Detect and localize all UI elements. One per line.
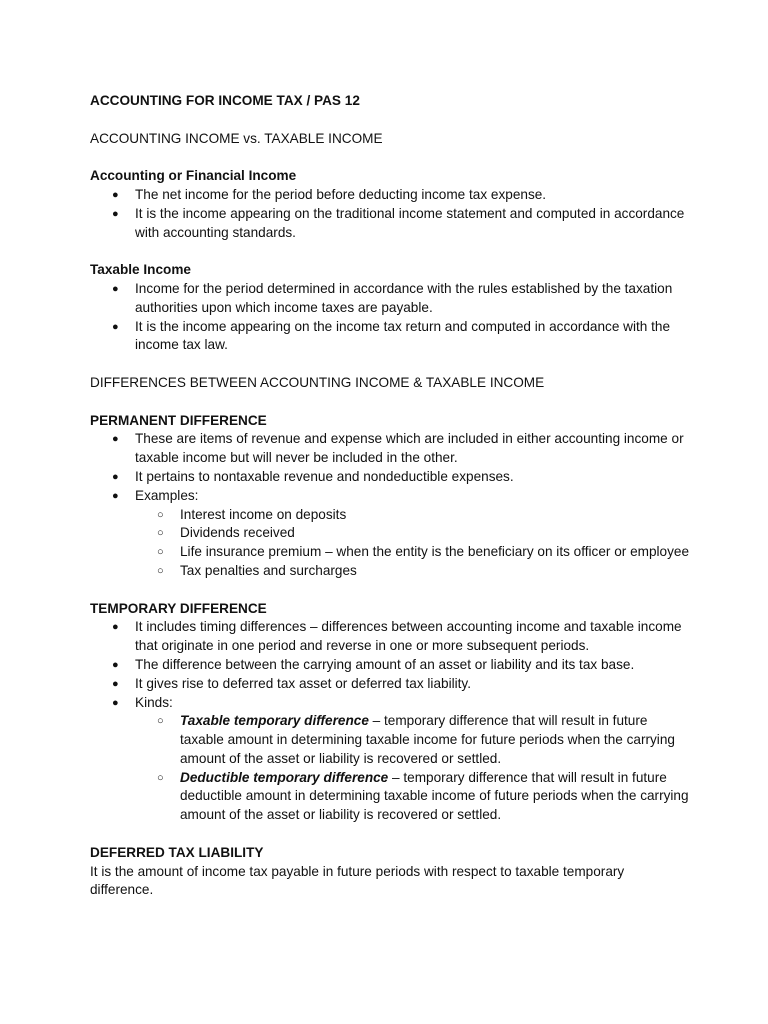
spacer	[90, 355, 690, 374]
list-item-text: Income for the period determined in accordance with the rules established by the taxation authorities upon which income taxes are payable.	[135, 280, 673, 315]
term-definition: – temporary difference that will result in future deductible amount in determining taxable income of future periods when the carrying amount of the asset or liability is recovered or settled.	[180, 769, 689, 823]
circle-bullet-icon: ○	[157, 715, 164, 728]
sub-list-item	[90, 543, 690, 562]
sub-list-item	[90, 712, 690, 768]
bullet-icon: ●	[112, 696, 119, 709]
list-item-text: It pertains to nontaxable revenue and nondeductible expenses.	[135, 468, 514, 484]
bullet-icon: ●	[112, 489, 119, 502]
term-deductible-temporary-difference: Deductible temporary difference	[180, 769, 389, 785]
document-title: ACCOUNTING FOR INCOME TAX / PAS 12	[90, 93, 360, 108]
spacer	[90, 393, 690, 412]
permanent-difference-list	[90, 430, 690, 580]
list-item-text: It is the income appearing on the income tax return and computed in accordance with the income tax law.	[135, 318, 671, 353]
list-item	[90, 186, 690, 205]
bullet-icon: ●	[112, 282, 119, 295]
list-item-text: It includes timing differences – differences between accounting income and taxable income that originate in one period and reverse in one or more subsequent periods.	[135, 619, 682, 654]
sub-list-item-text: Dividends received	[180, 525, 295, 541]
term-definition: – temporary difference that will result in future taxable amount in determining taxable income for future periods when the carrying amount of the asset or liability is recovered or settled.	[180, 713, 675, 766]
circle-bullet-icon: ○	[157, 546, 164, 559]
circle-bullet-icon: ○	[157, 564, 164, 577]
spacer	[90, 111, 690, 130]
spacer	[90, 581, 690, 600]
list-item-text: The difference between the carrying amount of an asset or liability and its tax base.	[135, 656, 635, 672]
term-taxable-temporary-difference: Taxable temporary difference	[180, 713, 369, 729]
sub-list-item-text: Interest income on deposits	[180, 506, 347, 522]
circle-bullet-icon: ○	[157, 508, 164, 521]
list-item-text: These are items of revenue and expense which are included in either accounting income or taxable income but will never be included in the other.	[135, 431, 684, 466]
circle-bullet-icon: ○	[157, 527, 164, 540]
circle-bullet-icon: ○	[157, 771, 164, 784]
list-item	[90, 675, 690, 694]
bullet-icon: ●	[112, 621, 119, 634]
list-item	[90, 468, 690, 487]
sub-list-item	[90, 769, 690, 825]
sub-list-item	[90, 524, 690, 543]
bullet-icon: ●	[112, 677, 119, 690]
list-item-text: Kinds:	[135, 694, 173, 710]
list-item	[90, 487, 690, 581]
subheading-deferred-tax-liability: DEFERRED TAX LIABILITY	[90, 844, 264, 860]
subheading-permanent-difference: PERMANENT DIFFERENCE	[90, 412, 267, 428]
examples-list	[135, 506, 690, 581]
list-item-text: It is the income appearing on the traditional income statement and computed in accordance with accounting standards.	[135, 205, 685, 240]
list-item	[90, 694, 690, 826]
spacer	[90, 148, 690, 167]
list-item-text: Examples:	[135, 487, 199, 503]
bullet-icon: ●	[112, 658, 119, 671]
taxable-income-list	[90, 280, 690, 355]
section-heading-accounting-vs-taxable: ACCOUNTING INCOME vs. TAXABLE INCOME	[90, 130, 383, 146]
list-item-text: It gives rise to deferred tax asset or deferred tax liability.	[135, 675, 471, 691]
list-item	[90, 430, 690, 468]
list-item	[90, 280, 690, 318]
section-heading-differences: DIFFERENCES BETWEEN ACCOUNTING INCOME & TAXABLE INCOME	[90, 374, 545, 390]
sub-list-item	[90, 562, 690, 581]
list-item-text: The net income for the period before deducting income tax expense.	[135, 186, 547, 202]
bullet-icon: ●	[112, 320, 119, 333]
sub-list-item-text: Tax penalties and surcharges	[180, 562, 357, 578]
sub-list-item	[90, 506, 690, 525]
subheading-temporary-difference: TEMPORARY DIFFERENCE	[90, 600, 267, 616]
bullet-icon: ●	[112, 433, 119, 446]
bullet-icon: ●	[112, 470, 119, 483]
subheading-taxable-income: Taxable Income	[90, 262, 191, 278]
spacer	[90, 825, 690, 844]
kinds-list	[135, 712, 690, 825]
sub-list-item-text: Life insurance premium – when the entity is the beneficiary on its officer or employee	[180, 544, 690, 560]
document-page	[90, 92, 690, 900]
spacer	[90, 242, 690, 261]
accounting-income-list	[90, 186, 690, 242]
temporary-difference-list	[90, 618, 690, 825]
list-item	[90, 318, 690, 356]
subheading-accounting-income: Accounting or Financial Income	[90, 168, 297, 184]
bullet-icon: ●	[112, 207, 119, 220]
bullet-icon: ●	[112, 188, 119, 201]
list-item	[90, 618, 690, 656]
list-item	[90, 205, 690, 243]
list-item	[90, 656, 690, 675]
deferred-tax-liability-text: It is the amount of income tax payable in future periods with respect to taxable temporary difference.	[90, 863, 625, 898]
